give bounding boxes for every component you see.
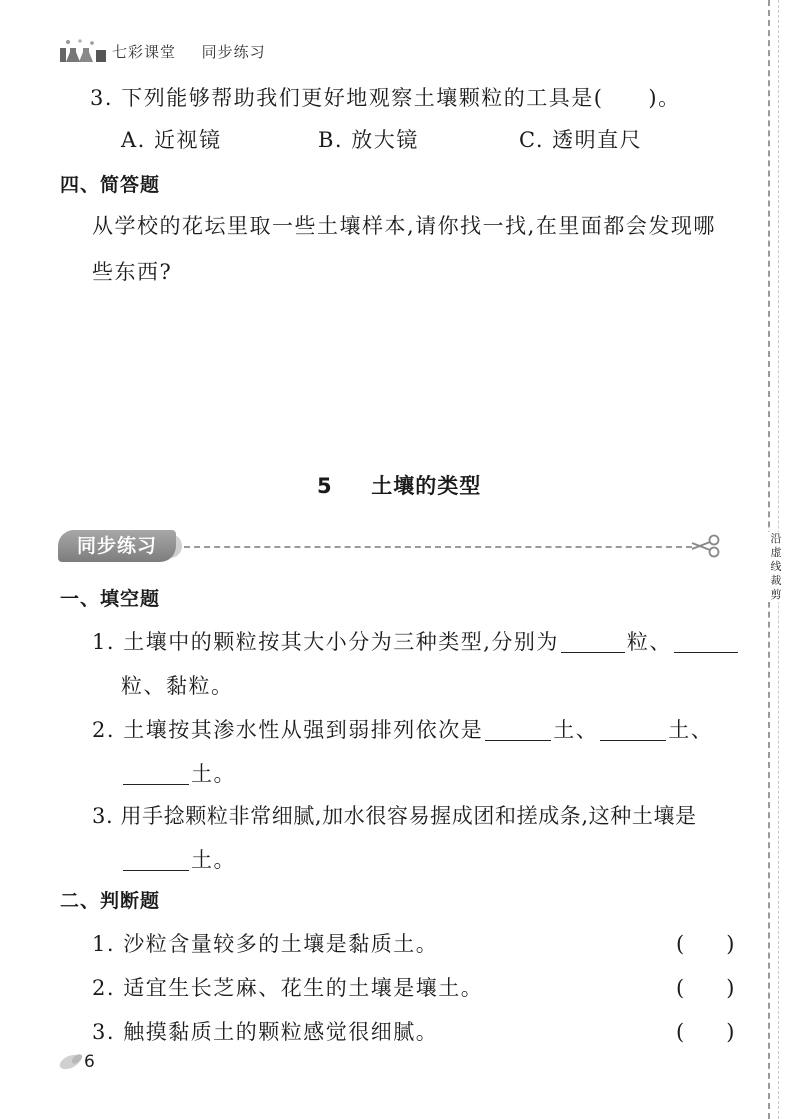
sync-practice-badge: 同步练习: [58, 530, 176, 562]
header-logo: [58, 38, 108, 64]
fill-question-2: [92, 714, 713, 744]
dashed-divider: [184, 546, 692, 548]
fill-question-3: 3. 用手捻颗粒非常细腻,加水很容易握成团和搓成条,这种土壤是: [92, 804, 697, 828]
fill-blank-heading: 一、填空题: [60, 588, 161, 610]
short-answer-line-2: 些东西?: [92, 260, 173, 284]
fill-q2-unit-2: 土、: [668, 718, 714, 742]
option-b: B. 放大镜: [318, 128, 419, 152]
brand-name: 七彩课堂: [112, 43, 177, 61]
answer-blank[interactable]: [123, 764, 189, 785]
judge-answer-box-1[interactable]: ( ): [676, 932, 735, 956]
page-number: 6: [84, 1052, 95, 1072]
series-name: 同步练习: [201, 43, 266, 61]
judge-item-2: 2. 适宜生长芝麻、花生的土壤是壤土。: [92, 976, 484, 1000]
fill-q1-unit: 粒、: [626, 630, 672, 654]
lesson-title: [317, 470, 481, 500]
header-title: [112, 41, 266, 62]
fill-q2-unit-3: 土。: [191, 762, 236, 786]
option-a: A. 近视镜: [121, 128, 222, 152]
answer-blank[interactable]: [561, 632, 625, 653]
short-answer-line-1: 从学校的花坛里取一些土壤样本,请你找一找,在里面都会发现哪: [92, 214, 716, 238]
lesson-name: 土壤的类型: [371, 474, 482, 498]
fill-question-3-cont: [121, 844, 236, 874]
answer-blank[interactable]: [485, 720, 551, 741]
option-c: C. 透明直尺: [519, 128, 643, 152]
fill-question-1: [92, 626, 740, 656]
short-answer-heading: 四、简答题: [60, 174, 161, 196]
judge-item-3: 3. 触摸黏质土的颗粒感觉很细腻。: [92, 1020, 439, 1044]
judge-answer-box-2[interactable]: ( ): [676, 976, 735, 1000]
judge-heading: 二、判断题: [60, 890, 161, 912]
judge-answer-box-3[interactable]: ( ): [676, 1020, 735, 1044]
answer-blank[interactable]: [600, 720, 666, 741]
fill-q3-unit: 土。: [191, 848, 236, 872]
cut-instruction: 沿虚线裁剪: [767, 532, 785, 602]
fill-q2-unit-1: 土、: [553, 718, 599, 742]
judge-item-1: 1. 沙粒含量较多的土壤是黏质土。: [92, 932, 439, 956]
fill-question-2-cont: [121, 758, 236, 788]
scissors-icon: [690, 534, 724, 558]
fill-q2-text: 2. 土壤按其渗水性从强到弱排列依次是: [92, 718, 484, 742]
fill-question-1-cont: 粒、黏粒。: [121, 674, 234, 698]
answer-blank[interactable]: [123, 850, 189, 871]
question-3-multiple-choice: 3. 下列能够帮助我们更好地观察土壤颗粒的工具是( )。: [90, 86, 681, 110]
answer-blank[interactable]: [674, 632, 738, 653]
lab-flask-icon: [58, 38, 108, 64]
fill-q1-text: 1. 土壤中的颗粒按其大小分为三种类型,分别为: [92, 630, 559, 654]
lesson-number: 5: [317, 474, 333, 498]
